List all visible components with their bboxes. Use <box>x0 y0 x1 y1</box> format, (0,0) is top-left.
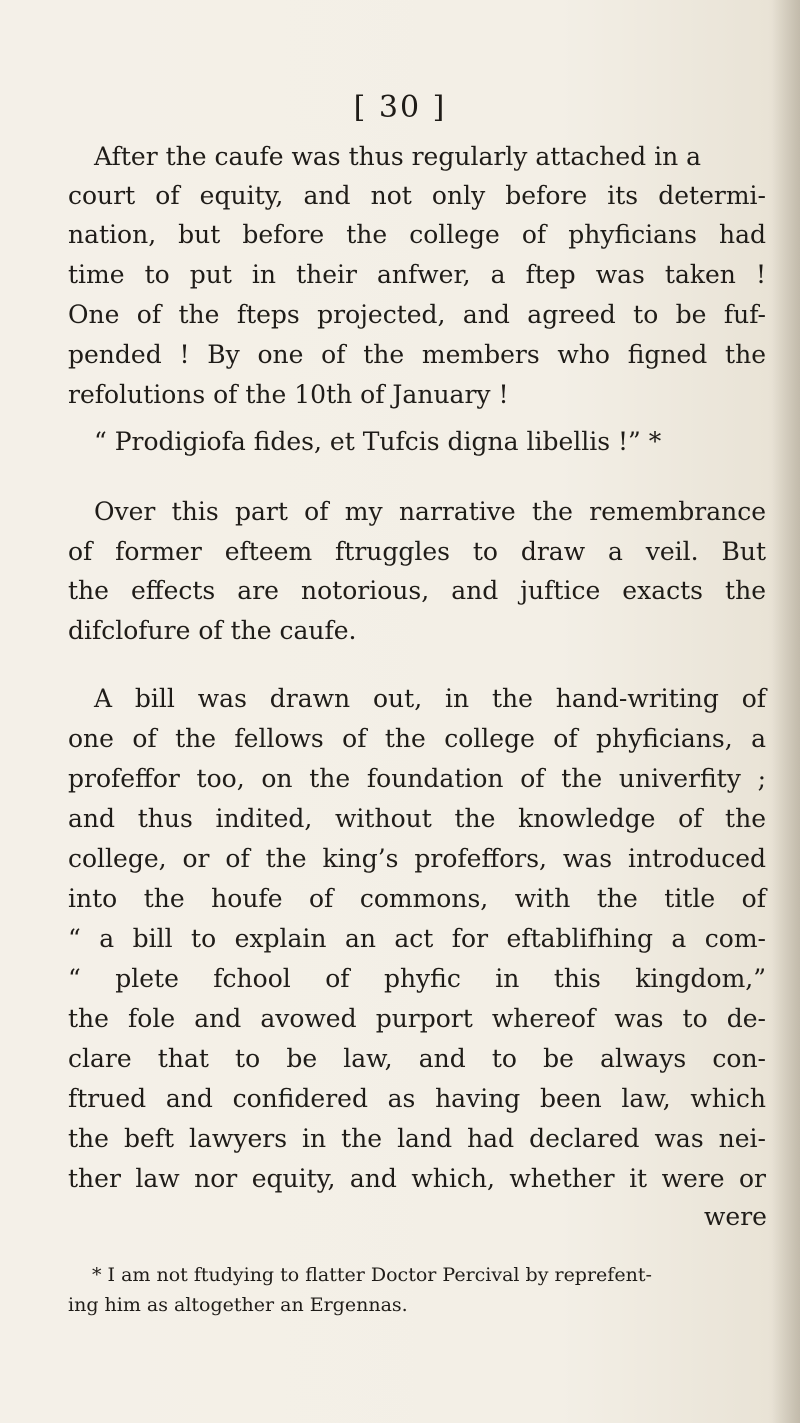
text-line: One of the fteps projected, and agreed to be fuf- <box>68 300 766 329</box>
text-line: “ a bill to explain an act for eftablifhing a com- <box>68 924 766 953</box>
text-line: one of the fellows of the college of phyficians, a <box>68 724 766 753</box>
latin-quote: “ Prodigiofa fides, et Tufcis digna libellis !” * <box>94 427 662 456</box>
footnote-line: * I am not ftudying to flatter Doctor Percival by reprefent- <box>92 1264 652 1286</box>
text-line: time to put in their anfwer, a ftep was taken ! <box>68 260 766 289</box>
text-line: the effects are notorious, and juftice exacts the <box>68 576 766 605</box>
text-line: clare that to be law, and to be always con- <box>68 1044 766 1073</box>
text-line: profeffor too, on the foundation of the univerfity ; <box>68 764 766 793</box>
text-line: ther law nor equity, and which, whether it were or <box>68 1164 766 1193</box>
text-line: difclofure of the caufe. <box>68 616 357 645</box>
text-line: court of equity, and not only before its determi- <box>68 181 766 210</box>
catchword: were <box>704 1202 767 1231</box>
footnote-line: ing him as altogether an Ergennas. <box>68 1294 408 1316</box>
text-line: refolutions of the 10th of January ! <box>68 380 509 409</box>
text-line: Over this part of my narrative the remembrance <box>94 497 766 526</box>
text-line: pended ! By one of the members who figned the <box>68 340 766 369</box>
text-line: A bill was drawn out, in the hand-writing of <box>94 684 766 713</box>
page-number-header: [ 30 ] <box>353 90 447 125</box>
text-line: ftrued and confidered as having been law, which <box>68 1084 766 1113</box>
text-line: and thus indited, without the knowledge of the <box>68 804 766 833</box>
text-line: the beft lawyers in the land had declared was nei- <box>68 1124 766 1153</box>
text-line: college, or of the king’s profeffors, was introduced <box>68 844 766 873</box>
text-line: the fole and avowed purport whereof was to de- <box>68 1004 766 1033</box>
text-line: “ plete fchool of phyfic in this kingdom,” <box>68 964 766 993</box>
text-line: into the houfe of commons, with the title of <box>68 884 766 913</box>
page-edge-shadow <box>772 0 800 1423</box>
text-line: After the caufe was thus regularly attached in a <box>94 142 702 171</box>
text-line: nation, but before the college of phyficians had <box>68 220 766 249</box>
text-line: of former efteem ftruggles to draw a veil. But <box>68 537 766 566</box>
